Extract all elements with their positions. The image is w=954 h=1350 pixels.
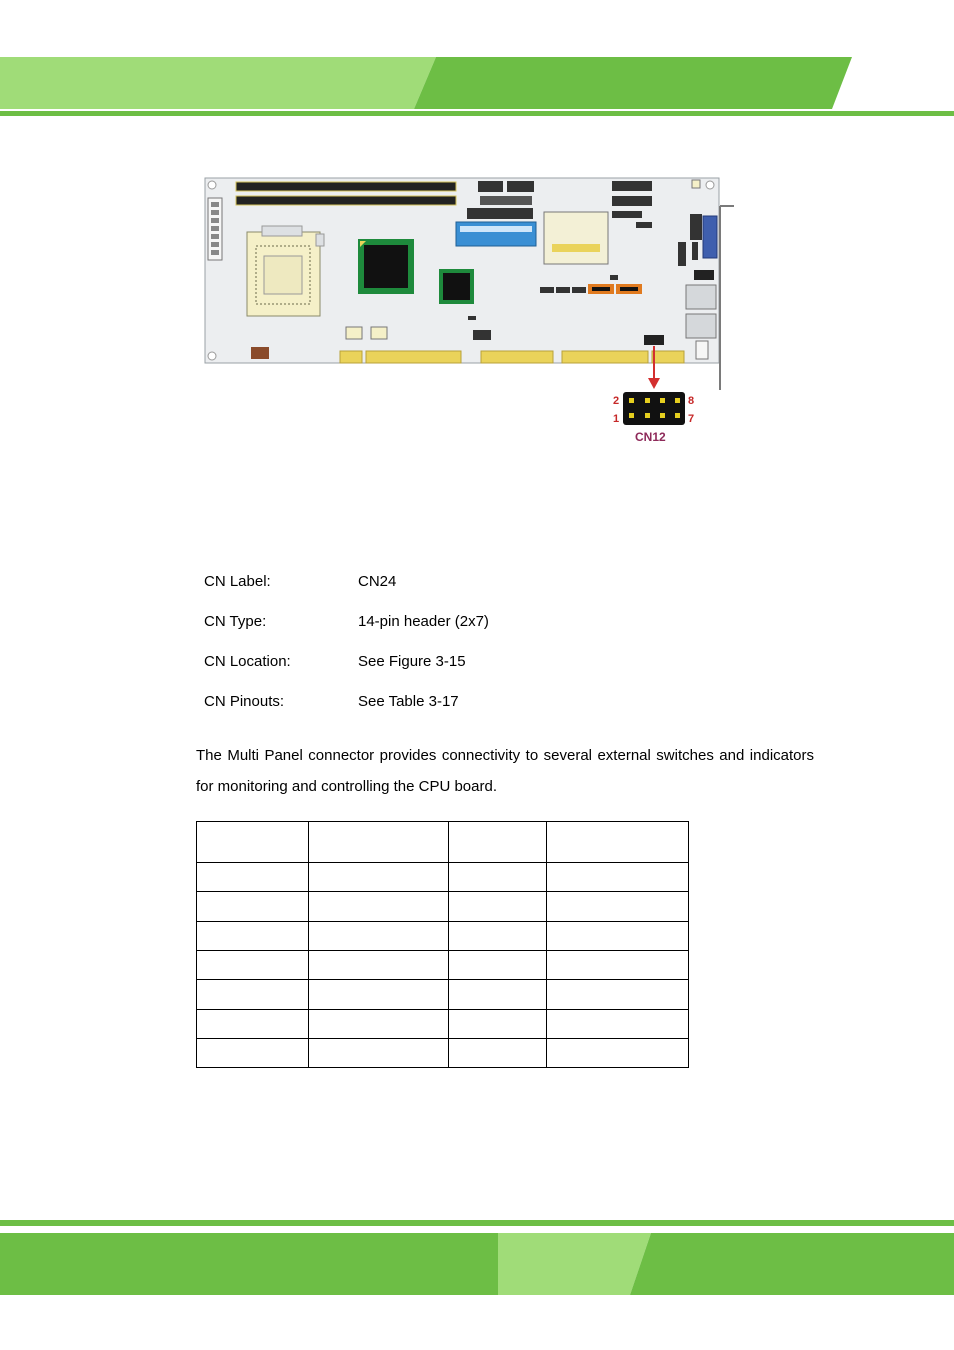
spec-label-cn-pinouts: CN Pinouts: — [204, 693, 285, 710]
spec-label-cn-type: CN Type: — [204, 613, 267, 630]
table-cell — [197, 892, 309, 922]
table-cell — [309, 1039, 449, 1068]
table-row — [197, 863, 689, 892]
table-cell — [197, 1010, 309, 1039]
table-cell — [547, 922, 689, 951]
header-block — [572, 287, 586, 293]
table-cell — [309, 863, 449, 892]
callout-arrowhead — [648, 378, 660, 389]
description-paragraph: The Multi Panel connector provides connectivity to several external switches and indicators for monitoring and controlling the CPU board. — [196, 747, 814, 795]
table-cell — [547, 1039, 689, 1068]
table-cell — [449, 980, 547, 1010]
ps2-connector — [694, 270, 714, 280]
board-figure — [200, 170, 760, 455]
jumper — [692, 180, 700, 188]
header-block — [612, 181, 652, 191]
header-block — [480, 196, 532, 205]
spec-label-cn-location: CN Location: — [204, 653, 291, 670]
table-cell — [547, 892, 689, 922]
pin-label-bottom-left: 1 — [613, 413, 620, 425]
table-cell — [449, 922, 547, 951]
header-block — [540, 287, 554, 293]
dimm-slot — [236, 182, 456, 191]
header-block — [473, 330, 491, 340]
ide-connector — [456, 222, 536, 246]
table-cell — [197, 822, 309, 863]
table-cell — [309, 922, 449, 951]
header-block — [692, 242, 698, 260]
table-row — [197, 922, 689, 951]
table-cell — [197, 863, 309, 892]
table-header-row — [197, 822, 689, 863]
gold-edge — [366, 351, 461, 363]
table-row — [197, 980, 689, 1010]
cn12-on-board — [644, 335, 664, 345]
table-cell — [197, 951, 309, 980]
spec-value-cn-pinouts: See Table 3-17 — [358, 693, 459, 710]
footer-band — [0, 1215, 954, 1300]
battery-header — [251, 347, 269, 359]
header-block — [610, 275, 618, 280]
table-cell — [309, 892, 449, 922]
gold-edge — [562, 351, 648, 363]
mount-hole — [706, 181, 714, 189]
header-block — [556, 287, 570, 293]
table-row — [197, 1010, 689, 1039]
header-block — [636, 222, 652, 228]
footer-band-light — [498, 1233, 651, 1295]
cn12-connector-enlarged — [623, 392, 685, 425]
table-cell — [449, 822, 547, 863]
table-cell — [449, 951, 547, 980]
table-cell — [309, 980, 449, 1010]
table-cell — [449, 1010, 547, 1039]
table-cell — [449, 892, 547, 922]
table-cell — [547, 980, 689, 1010]
header-band-light — [0, 57, 436, 109]
pinout-table — [196, 821, 689, 1068]
usb-connector — [686, 285, 716, 309]
table-cell — [547, 951, 689, 980]
table-cell — [309, 951, 449, 980]
table-cell — [197, 922, 309, 951]
table-cell — [309, 1010, 449, 1039]
header-block — [478, 181, 503, 192]
footer-band-dark-left — [0, 1233, 498, 1295]
table-row — [197, 1039, 689, 1068]
header-block — [690, 214, 702, 240]
table-row — [197, 892, 689, 922]
header-block — [612, 196, 652, 206]
dimm-slot — [236, 196, 456, 205]
table-cell — [449, 1039, 547, 1068]
mount-hole — [208, 352, 216, 360]
pin-label-bottom-right: 7 — [688, 413, 695, 425]
gold-edge — [481, 351, 553, 363]
table-cell — [449, 863, 547, 892]
pin-label-top-right: 8 — [688, 395, 695, 407]
header-block — [507, 181, 534, 192]
footer-band-dark-right — [630, 1233, 954, 1295]
fan-header — [346, 327, 362, 339]
pin-label-top-left: 2 — [613, 395, 620, 407]
table-cell — [547, 1010, 689, 1039]
usb-connector — [686, 314, 716, 338]
table-cell — [197, 1039, 309, 1068]
table-cell — [197, 980, 309, 1010]
header-block — [467, 208, 533, 219]
spec-label-cn-label: CN Label: — [204, 573, 271, 590]
spec-value-cn-label: CN24 — [358, 573, 397, 590]
spec-value-cn-type: 14-pin header (2x7) — [358, 613, 489, 630]
vga-connector — [703, 216, 717, 258]
table-cell — [547, 822, 689, 863]
table-row — [197, 951, 689, 980]
gold-edge — [340, 351, 362, 363]
footer-rule — [0, 1220, 954, 1226]
header-band — [0, 0, 954, 120]
header-block — [468, 316, 476, 320]
connector-label: CN12 — [635, 430, 666, 444]
header-block — [612, 211, 642, 218]
table-cell — [547, 863, 689, 892]
mount-hole — [208, 181, 216, 189]
gold-edge — [652, 351, 684, 363]
header-block — [678, 242, 686, 266]
header-rule — [0, 111, 954, 116]
fan-header — [371, 327, 387, 339]
spec-value-cn-location: See Figure 3-15 — [358, 653, 466, 670]
header-band-dark — [414, 57, 852, 109]
cf-slot — [544, 212, 608, 264]
table-cell — [309, 822, 449, 863]
